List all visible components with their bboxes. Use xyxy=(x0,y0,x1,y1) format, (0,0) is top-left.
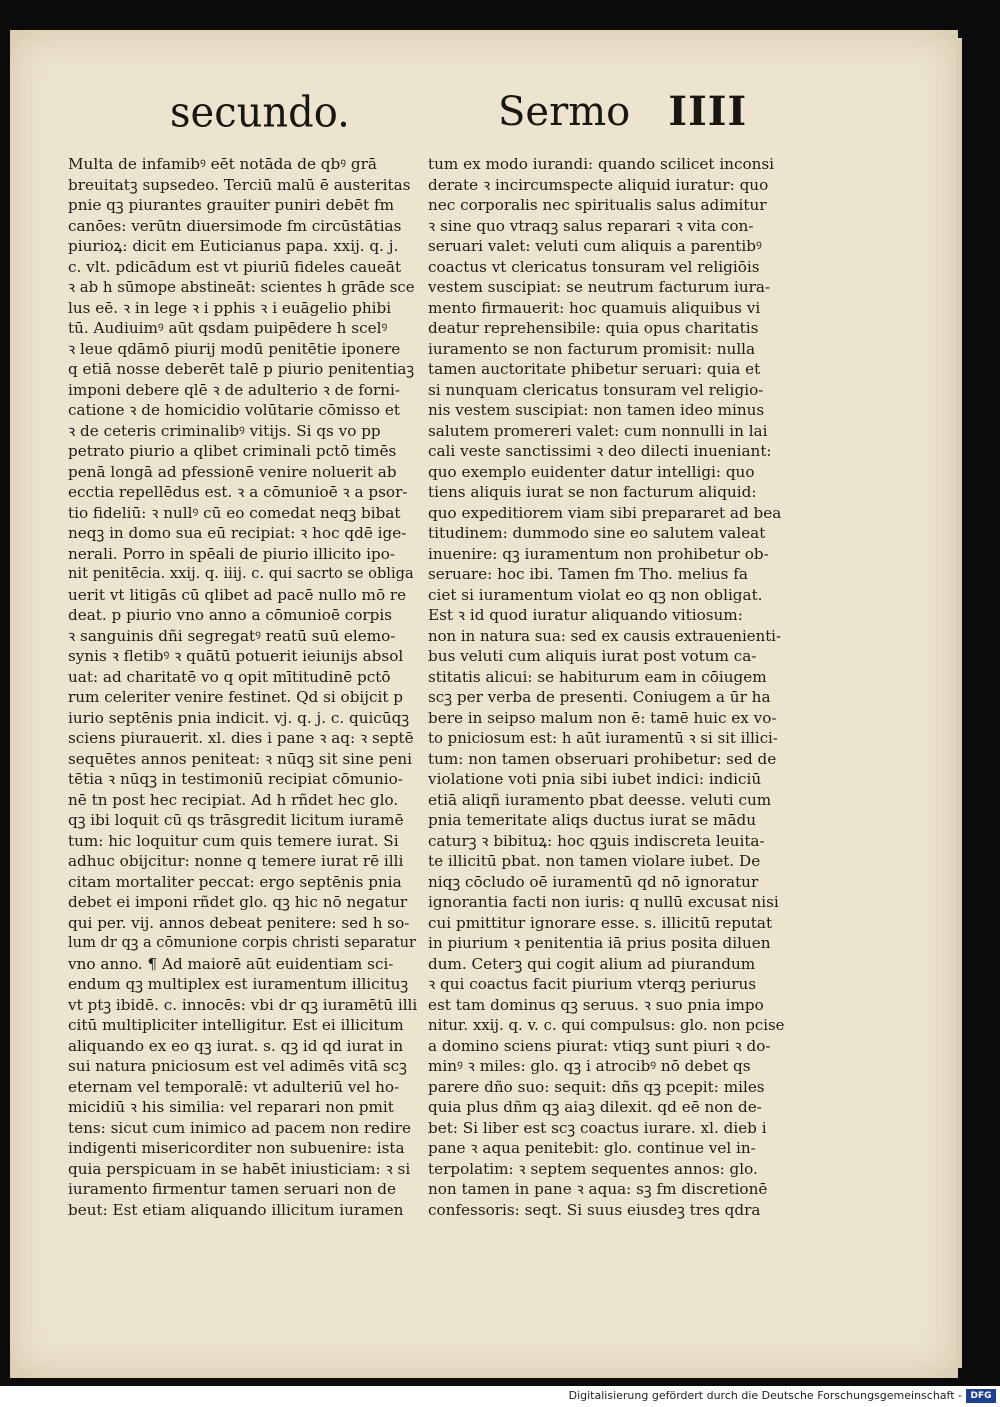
scanned-page xyxy=(10,30,958,1378)
text-line: endum qꝫ multiplex est iuramentum illicituꝫ xyxy=(68,975,409,993)
text-line: citū multipliciter intelligitur. Est ei illicitum xyxy=(68,1016,404,1034)
text-line: piurioꝝ: dicit em Euticianus papa. xxij. q. j. xyxy=(68,237,399,255)
text-line: nerali. Porro in spēali de piurio illicito ipo- xyxy=(68,544,395,563)
text-line: titudinem: dummodo sine eo salutem valeat xyxy=(428,524,766,542)
text-line: quia perspicuam in se habēt iniusticiam: ꝛ si xyxy=(68,1159,411,1178)
text-line: ꝛ leue qdāmō piurij modū penitētie iponere xyxy=(68,339,401,358)
text-line: in piurium ꝛ penitentia iā prius posita diluen xyxy=(428,934,771,952)
text-line: inuenire: qꝫ iuramentum non prohibetur ob- xyxy=(428,544,769,563)
text-line: tio fideliū: ꝛ nullꝰ cū eo comedat neqꝫ bibat xyxy=(68,503,401,522)
text-line: pnie qꝫ piurantes grauiter puniri debēt fm xyxy=(68,196,394,214)
text-line: rum celeriter venire festinet. Qd si obijcit p xyxy=(68,688,404,706)
text-line: bus veluti cum aliquis iurat post votum ca- xyxy=(428,647,757,665)
text-line: deatur reprehensibile: quia opus charitatis xyxy=(428,319,759,337)
text-line: penā longā ad pfessionē venire noluerit ab xyxy=(68,462,397,481)
text-line: seruari valet: veluti cum aliquis a parentibꝰ xyxy=(428,237,762,255)
text-line: c. vlt. pdicādum est vt piuriū fideles caueāt xyxy=(68,257,402,276)
sermon-number: IIII xyxy=(668,88,748,135)
text-line: quo exemplo euidenter datur intelligi: quo xyxy=(428,462,755,481)
text-line: non in natura sua: sed ex causis extrauenienti- xyxy=(428,626,781,645)
text-line: tamen auctoritate phibetur seruari: quia et xyxy=(428,360,761,378)
text-line: uerit vt litigās cū qlibet ad pacē nullo mō re xyxy=(68,585,407,604)
text-line: tum: non tamen obseruari prohibetur: sed de xyxy=(428,749,777,768)
text-column-right xyxy=(428,154,784,1220)
text-line: pnia temeritate aliqs ductus iurat se mādu xyxy=(428,811,756,829)
text-line: qui per. vij. annos debeat penitere: sed h so- xyxy=(68,913,410,932)
text-line: ꝛ de ceteris criminalibꝰ vitijs. Si qs vo pp xyxy=(68,421,381,440)
text-line: to pniciosum est: h aūt iuramentū ꝛ si sit illici- xyxy=(428,729,778,747)
text-line: q etiā nosse deberēt talē p piurio penitentiaꝫ xyxy=(68,360,415,378)
text-line: aliquando ex eo qꝫ iurat. s. qꝫ id qd iurat in xyxy=(68,1036,404,1055)
text-line: derate ꝛ incircumspecte aliquid iuratur: quo xyxy=(428,175,769,194)
sermon-label: Sermo xyxy=(498,89,631,135)
text-line: vestem suscipiat: se neutrum facturum iura- xyxy=(428,278,771,296)
text-line: bere in seipso malum non ē: tamē huic ex vo- xyxy=(428,708,777,727)
text-line: stitatis alicui: se habiturum eam in cōiugem xyxy=(428,667,767,686)
text-line: neqꝫ in domo sua eū recipiat: ꝛ hoc qdē ige- xyxy=(68,524,407,542)
text-line: nec corporalis nec spiritualis salus adimitur xyxy=(428,196,767,214)
text-line: tum: hic loquitur cum quis temere iurat. Si xyxy=(68,831,399,850)
text-line: non tamen in pane ꝛ aqua: sꝫ fm discretionē xyxy=(428,1180,768,1198)
text-line: catione ꝛ de homicidio volūtarie cōmisso et xyxy=(68,401,400,419)
text-line: sciens piurauerit. xl. dies i pane ꝛ aq: ꝛ septē xyxy=(68,729,414,747)
text-line: Est ꝛ id quod iuratur aliquando vitiosum: xyxy=(428,606,743,624)
text-line: tum ex modo iurandi: quando scilicet inconsi xyxy=(428,155,775,173)
text-line: quo expeditiorem viam sibi prepararet ad bea xyxy=(428,503,782,522)
text-line: lus eē. ꝛ in lege ꝛ i pphis ꝛ i euāgelio phibi xyxy=(68,298,392,317)
text-line: ꝛ ab h sūmope abstineāt: scientes h grāde sce xyxy=(68,278,415,296)
text-line: ciet si iuramentum violat eo qꝫ non obligat. xyxy=(428,585,763,604)
text-line: breuitatꝫ supsedeo. Terciū malū ē austeritas xyxy=(68,175,411,194)
text-line: iuramento firmentur tamen seruari non de xyxy=(68,1180,396,1198)
text-line: canōes: verūtn diuersimode fm circūstātias xyxy=(68,216,402,235)
text-line: ecctia repellēdus est. ꝛ a cōmunioē ꝛ a psor- xyxy=(68,483,408,501)
text-line: seruare: hoc ibi. Tamen fm Tho. melius fa xyxy=(428,565,748,583)
text-line: ꝛ sanguinis dñi segregatꝰ reatū suū elemo- xyxy=(68,626,396,645)
text-line: terpolatim: ꝛ septem sequentes annos: glo. xyxy=(428,1159,758,1178)
text-line: etiā aliqñ iuramento pbat deesse. veluti cum xyxy=(428,790,772,809)
running-head-right xyxy=(498,88,747,135)
text-line: tū. Audiuimꝰ aūt qsdam puipēdere h scelꝰ xyxy=(68,319,388,337)
text-line: imponi debere qlē ꝛ de adulterio ꝛ de forni- xyxy=(68,380,401,399)
text-line: dum. Ceterꝫ qui cogit alium ad piurandum xyxy=(428,954,756,973)
text-line: est tam dominus qꝫ seruus. ꝛ suo pnia impo xyxy=(428,995,764,1014)
text-line: niqꝫ cōcludo oē iuramentū qd nō ignoratur xyxy=(428,872,759,891)
text-line: si nunquam clericatus tonsuram vel religio- xyxy=(428,380,764,399)
text-line: pane ꝛ aqua penitebit: glo. continue vel in- xyxy=(428,1139,756,1157)
text-line: tiens aliquis iurat se non facturum aliquid: xyxy=(428,483,757,501)
digitization-footer xyxy=(0,1386,1000,1407)
text-line: te illicitū pbat. non tamen violare iubet. De xyxy=(428,852,761,870)
text-line: tens: sicut cum inimico ad pacem non redire xyxy=(68,1118,411,1137)
text-line: ꝛ qui coactus facit piurium vterqꝫ periurus xyxy=(428,975,757,993)
text-line: synis ꝛ fletibꝰ ꝛ quātū potuerit ieiunijs absol xyxy=(68,647,404,665)
text-line: nē tn post hec recipiat. Ad h rñdet hec glo. xyxy=(68,790,399,809)
running-head-left: secundo. xyxy=(170,88,350,138)
dfg-logo: DFG xyxy=(966,1389,996,1403)
text-line: citam mortaliter peccat: ergo septēnis pnia xyxy=(68,872,402,891)
text-line: debet ei imponi rñdet glo. qꝫ hic nō negatur xyxy=(68,893,408,911)
text-line: vno anno. ¶ Ad maiorē aūt euidentiam sci- xyxy=(68,954,394,973)
text-column-left xyxy=(68,154,418,1220)
text-line: coactus vt clericatus tonsuram vel religiōis xyxy=(428,257,760,276)
text-line: vt ptꝫ ibidē. c. innocēs: vbi dr qꝫ iuramētū illi xyxy=(68,995,418,1014)
text-line: parere dño suo: sequit: dñs qꝫ pcepit: miles xyxy=(428,1077,765,1096)
text-line: sui natura pniciosum est vel adimēs vitā scꝫ xyxy=(68,1057,407,1075)
funding-note: Digitalisierung gefördert durch die Deutsche Forschungsgemeinschaft - xyxy=(568,1389,962,1402)
text-line: mento firmauerit: hoc quamuis aliquibus vi xyxy=(428,298,761,317)
text-line: eternam vel temporalē: vt adulteriū vel ho- xyxy=(68,1077,400,1096)
text-line: ꝛ sine quo vtraqꝫ salus reparari ꝛ vita con- xyxy=(428,216,754,235)
text-line: iuramento se non facturum promisit: nulla xyxy=(428,339,756,358)
text-line: confessoris: seqt. Si suus eiusdeꝫ tres qdra xyxy=(428,1200,761,1219)
text-line: micidiū ꝛ his similia: vel reparari non pmit xyxy=(68,1098,394,1116)
text-line: violatione voti pnia sibi iubet indici: indiciū xyxy=(428,770,762,788)
text-line: petrato piurio a qlibet criminali pctō timēs xyxy=(68,442,397,460)
text-line: cali veste sanctissimi ꝛ deo dilecti inueniant: xyxy=(428,442,772,460)
text-line: salutem promereri valet: cum nonnulli in lai xyxy=(428,421,768,440)
page-edge xyxy=(956,38,962,1368)
text-line: lum dr qꝫ a cōmunione corpis christi separatur xyxy=(68,934,417,951)
text-line: ignorantia facti non iuris: q nullū excusat nisi xyxy=(428,893,779,911)
text-line: adhuc obijcitur: nonne q temere iurat rē illi xyxy=(68,852,404,870)
text-line: Multa de infamibꝰ eēt notāda de qbꝰ grā xyxy=(68,155,377,173)
text-line: uat: ad charitatē vo q opit mītitudinē pctō xyxy=(68,667,391,686)
text-line: scꝫ per verba de presenti. Coniugem a ūr ha xyxy=(428,688,771,706)
text-line: nitur. xxij. q. v. c. qui compulsus: glo. non pcise xyxy=(428,1016,784,1034)
text-line: a domino sciens piurat: vtiqꝫ sunt piuri ꝛ do- xyxy=(428,1036,771,1055)
text-line: beut: Est etiam aliquando illicitum iuramen xyxy=(68,1200,404,1219)
text-line: nit penitēcia. xxij. q. iiij. c. qui sacrto se obliga xyxy=(68,565,414,582)
text-line: quia plus dñm qꝫ aiaꝫ dilexit. qd eē non de- xyxy=(428,1098,762,1116)
text-line: bet: Si liber est scꝫ coactus iurare. xl. dieb i xyxy=(428,1118,767,1137)
text-line: iurio septēnis pnia indicit. vj. q. j. c. quicūqꝫ xyxy=(68,708,410,727)
text-line: qꝫ ibi loquit cū qs trāsgredit licitum iuramē xyxy=(68,811,404,829)
text-line: minꝰ ꝛ miles: glo. qꝫ i atrocibꝰ nō debet qs xyxy=(428,1057,751,1075)
text-line: deat. p piurio vno anno a cōmunioē corpis xyxy=(68,606,393,624)
text-line: sequētes annos peniteat: ꝛ nūqꝫ sit sine peni xyxy=(68,749,412,768)
text-line: cui pmittitur ignorare esse. s. illicitū reputat xyxy=(428,913,773,932)
text-line: tētia ꝛ nūqꝫ in testimoniū recipiat cōmunio- xyxy=(68,770,403,788)
text-line: nis vestem suscipiat: non tamen ideo minus xyxy=(428,401,765,419)
text-line: indigenti misericorditer non subuenire: ista xyxy=(68,1139,405,1157)
text-line: caturꝫ ꝛ bibituꝝ: hoc qꝫuis indiscreta leuita- xyxy=(428,831,765,850)
